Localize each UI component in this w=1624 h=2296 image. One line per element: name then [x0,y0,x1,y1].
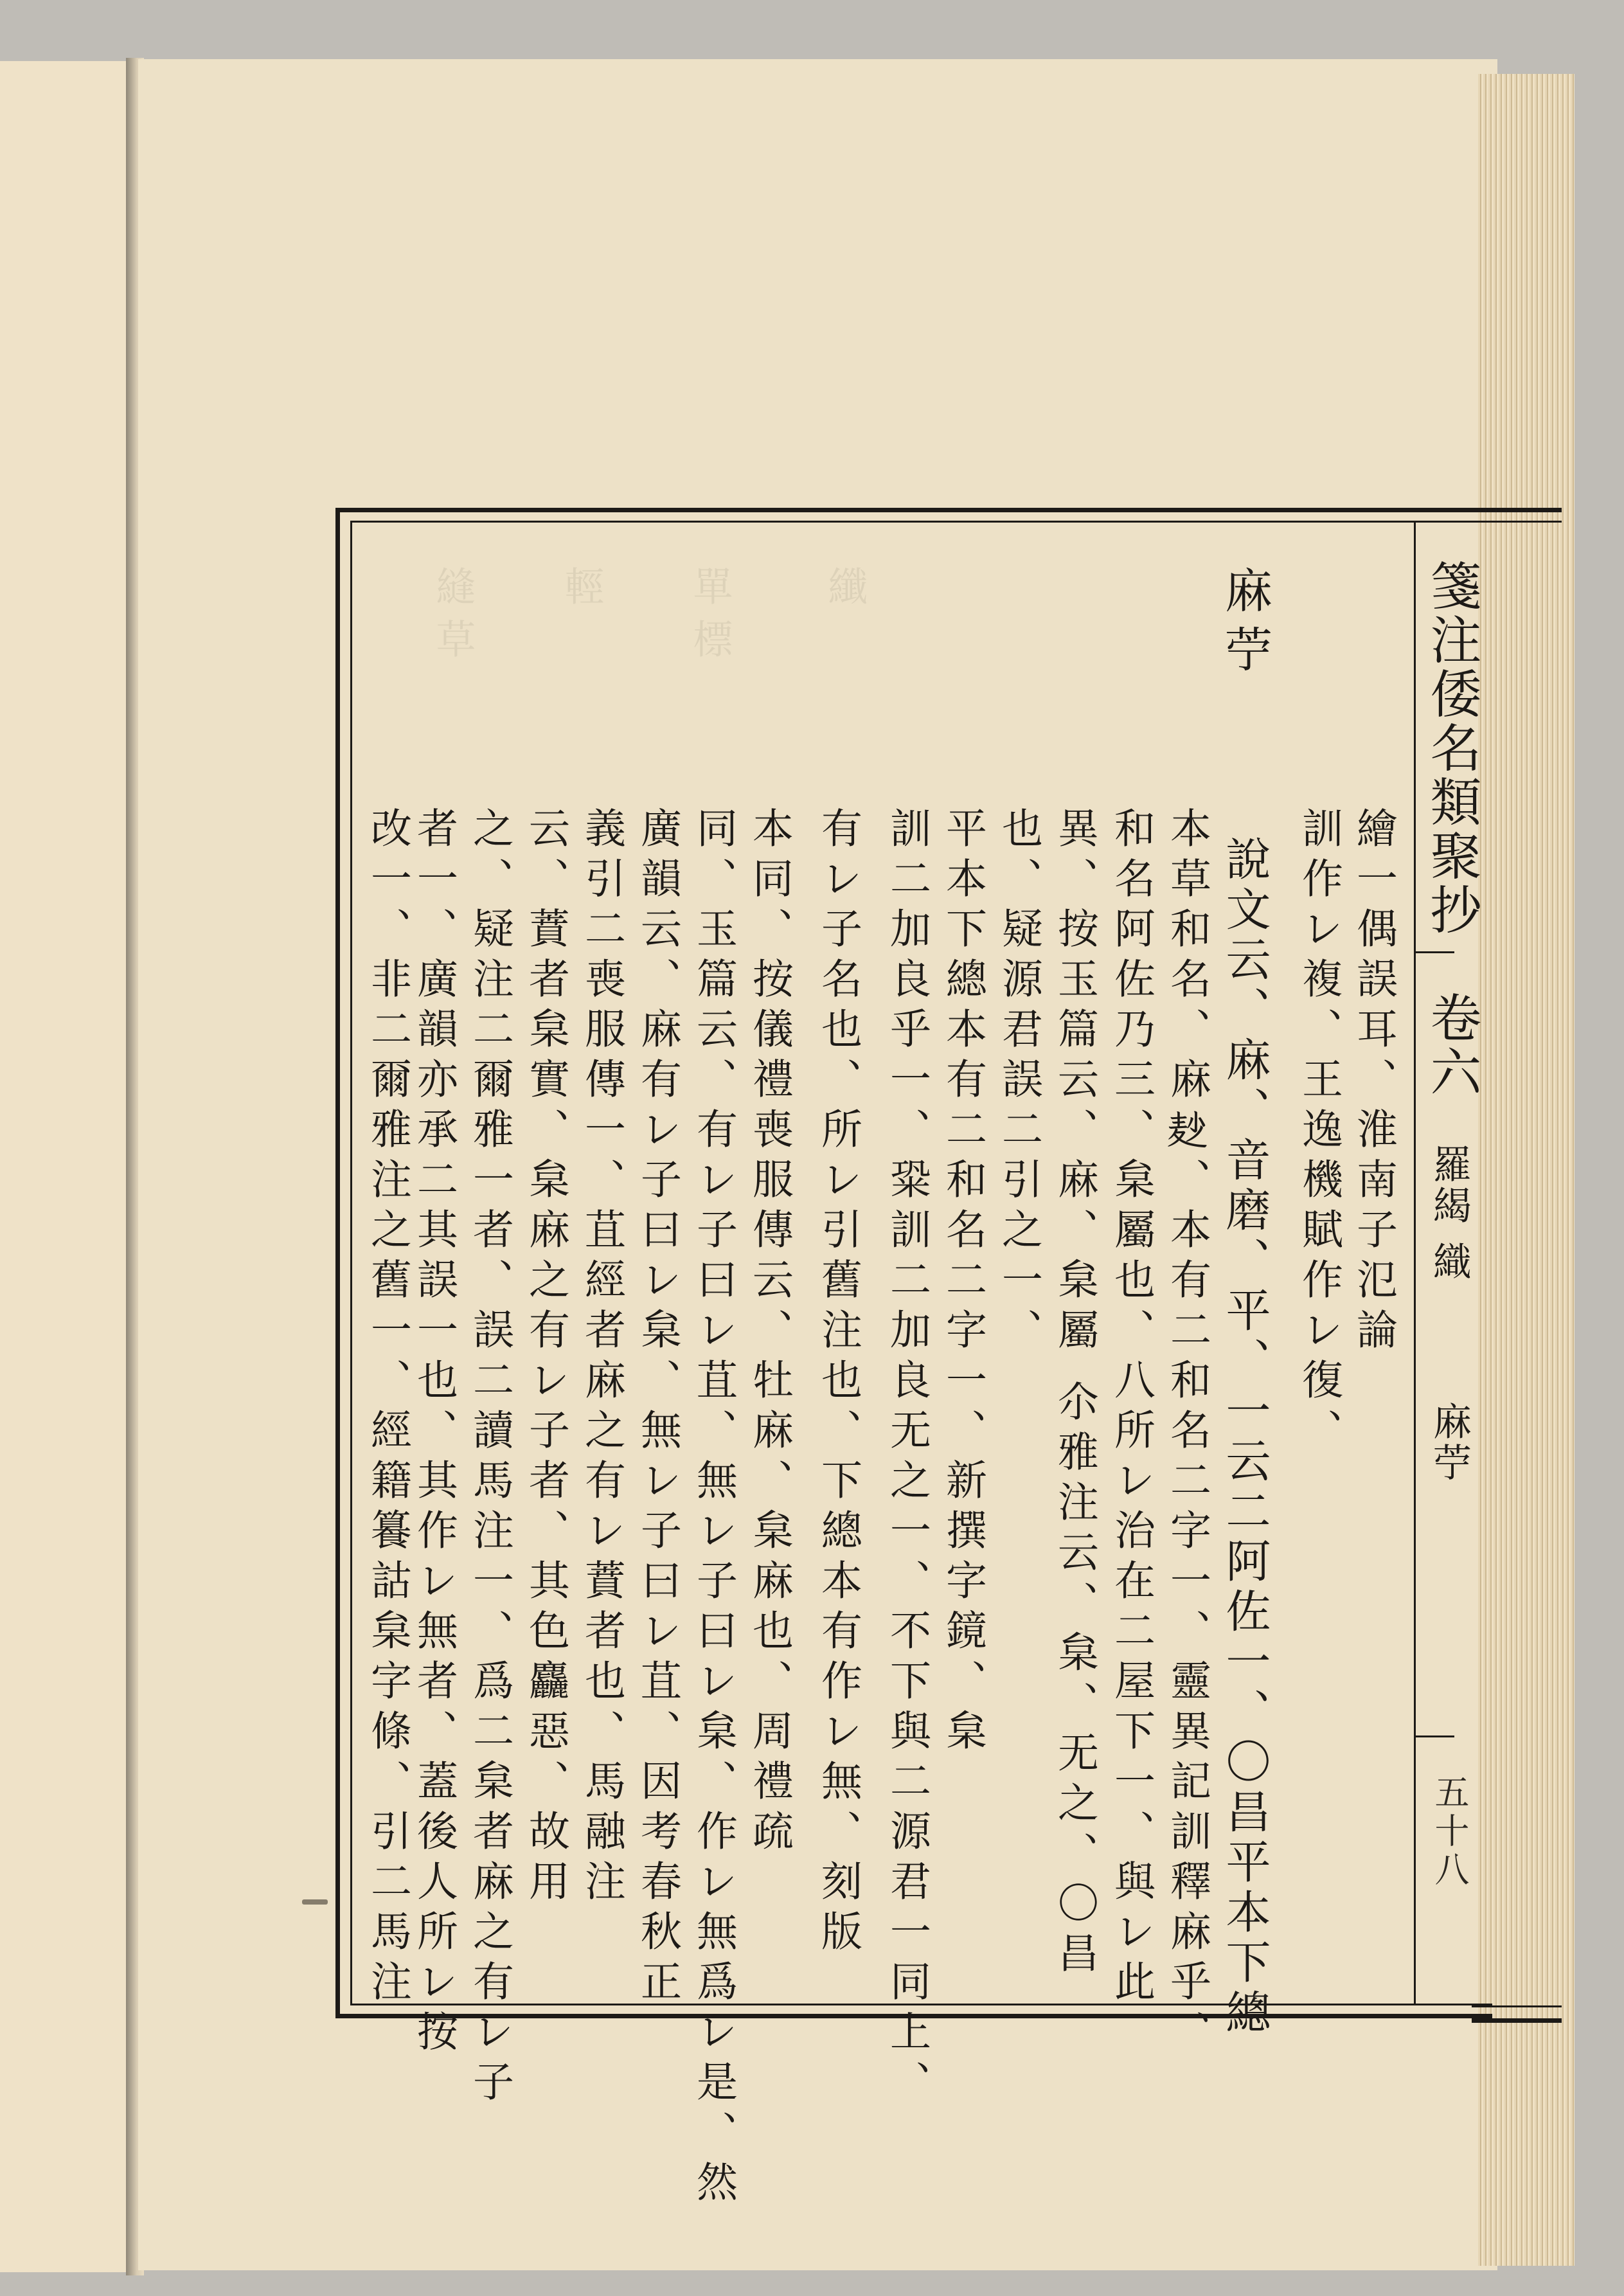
edge-border-lines [1472,508,1562,2025]
text-column: 改一、非二爾雅注之舊一、經籍籑詁枲字條、引二馬注 [364,807,411,2010]
section-label: 羅䋵 織 [1427,1144,1472,1283]
text-column: 義引二喪服傳一、苴經者麻之有レ蕡者也、馬融注 [578,807,625,1910]
volume-label: 卷六 [1422,991,1481,1099]
subsection-label: 麻苧 [1427,1401,1472,1484]
text-column: 之、疑注二爾雅一者、誤二讀馬注一、爲二枲者麻之有レ子 [466,807,513,2110]
large-text-column: 說文云、麻、音磨、平、一云二阿佐一、〇昌平本下總 [1218,836,1271,2039]
left-page [0,61,128,2272]
text-column: 訓作レ複、王逸機賦作レ復、 [1295,807,1343,1458]
show-through-text: 單標 [686,566,733,671]
text-column: 本同、按儀禮喪服傳云、牡麻、枲麻也、周禮疏 [745,807,793,1860]
ink-mark [302,1899,328,1905]
text-column: 平本下總本有二和名二字一、新撰字鏡、枲 [939,807,986,1759]
text-column: 云、蕡者枲實、枲麻之有レ子者、其色麤惡、故用 [522,807,569,1910]
book-title [1422,559,1481,1099]
show-through-text: 輕 [558,566,605,618]
book-title-text: 箋注倭名類聚抄 [1422,559,1481,937]
text-column: 同、玉篇云、有レ子曰レ苴、無レ子曰レ枲、作レ無爲レ是、然 [690,807,737,2211]
text-column: 異、按玉篇云、麻、枲屬 尒雅注云、枲、无之、〇昌 [1051,807,1098,1982]
show-through-text: 纖 [821,566,868,618]
gyoshin-divider [1414,521,1416,2005]
text-column: 繪一偶誤耳、淮南子氾論 [1350,807,1397,1358]
text-column: 本草和名、麻𪎊、本有二和名二字一、靈異記訓釋麻乎、 [1163,807,1211,2060]
text-column: 廣韻云、麻有レ子曰レ枲、無レ子曰レ苴、因考春秋正 [634,807,681,2010]
gyoshin-rule [1416,1735,1454,1737]
text-column: 和名阿佐乃三、枲屬也、八所レ治在二屋下一、與レ此 [1107,807,1155,2010]
text-column: 也、疑源君誤二引之一、 [995,807,1042,1358]
text-column: 訓二加良乎一、䊄訓二加良无之一、不下與二源君一同上、 [883,807,931,2110]
text-column: 者一、廣韻亦承二其誤一也、其作レ無者、蓋後人所レ按 [410,807,458,2060]
text-column: 有レ子名也、所レ引舊注也、下總本有作レ無、刻版 [814,807,862,1960]
folio-number: 五十八 [1429,1774,1470,1890]
entry-heading: 麻苧 [1217,566,1272,684]
show-through-text: 縫草 [429,566,476,671]
